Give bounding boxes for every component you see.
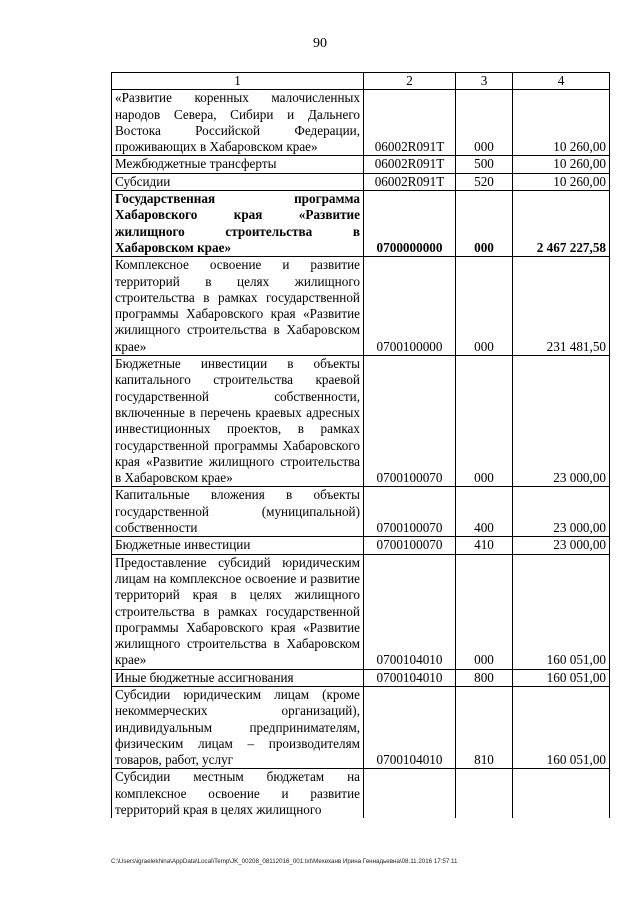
header-col-1: 1 — [112, 73, 364, 90]
row-name: Иные бюджетные ассигнования — [112, 669, 364, 686]
row-code: 0700100070 — [364, 487, 456, 537]
row-name: Бюджетные инвестиции — [112, 537, 364, 554]
row-code: 0700104010 — [364, 554, 456, 669]
row-code: 06002R091T — [364, 90, 456, 156]
header-row — [112, 73, 610, 90]
row-code: 0700104010 — [364, 669, 456, 686]
row-sum: 160 051,00 — [513, 669, 610, 686]
row-group: 000 — [456, 554, 513, 669]
table-row — [112, 686, 610, 768]
row-name: Бюджетные инвестиции в объекты капитального строительства краевой государственной собственности, включенные в перечень краевых адресных инвестиционных проектов, в рамках государственной программы Хабаровского края «Развитие жилищного строительства в Хабаровском крае» — [112, 356, 364, 487]
row-group: 520 — [456, 173, 513, 190]
row-name: Комплексное освоение и развитие территорий в целях жилищного строительства в рамках государственной программы Хабаровского края «Развитие жилищного строительства в Хабаровском крае» — [112, 257, 364, 356]
row-sum: 23 000,00 — [513, 487, 610, 537]
row-sum: 23 000,00 — [513, 537, 610, 554]
header-col-3: 3 — [456, 73, 513, 90]
page-number: 90 — [313, 36, 327, 51]
row-group: 800 — [456, 669, 513, 686]
row-name: Субсидии местным бюджетам на комплексное освоение и развитие территорий края в целях жилищного — [112, 769, 364, 818]
row-group: 410 — [456, 537, 513, 554]
row-name: Межбюджетные трансферты — [112, 156, 364, 173]
table-row — [112, 356, 610, 487]
row-name: Субсидии юридическим лицам (кроме некоммерческих организаций), индивидуальным предпринимателям, физическим лицам – производителям товаров, работ, услуг — [112, 686, 364, 768]
row-sum: 2 467 227,58 — [513, 191, 610, 257]
row-code: 0700100070 — [364, 537, 456, 554]
table-row — [112, 90, 610, 156]
table-row — [112, 554, 610, 669]
table-row — [112, 191, 610, 257]
table-row — [112, 769, 610, 818]
row-code: 0700100000 — [364, 257, 456, 356]
row-name: «Развитие коренных малочисленных народов Севера, Сибири и Дальнего Востока Российской Федерации, проживающих в Хабаровском крае» — [112, 90, 364, 156]
row-sum: 231 481,50 — [513, 257, 610, 356]
row-group — [456, 769, 513, 818]
header-col-4: 4 — [513, 73, 610, 90]
row-group: 400 — [456, 487, 513, 537]
row-group: 000 — [456, 356, 513, 487]
row-sum: 23 000,00 — [513, 356, 610, 487]
header-col-2: 2 — [364, 73, 456, 90]
row-group: 000 — [456, 257, 513, 356]
row-sum — [513, 769, 610, 818]
row-group: 000 — [456, 90, 513, 156]
row-name: Капитальные вложения в объекты государственной (муниципальной) собственности — [112, 487, 364, 537]
table-row — [112, 257, 610, 356]
table-row — [112, 156, 610, 173]
table-row — [112, 173, 610, 190]
row-sum: 10 260,00 — [513, 156, 610, 173]
row-code: 06002R091T — [364, 156, 456, 173]
row-code — [364, 769, 456, 818]
row-sum: 160 051,00 — [513, 554, 610, 669]
row-code: 06002R091T — [364, 173, 456, 190]
row-group: 810 — [456, 686, 513, 768]
row-sum: 10 260,00 — [513, 173, 610, 190]
row-code: 0700100070 — [364, 356, 456, 487]
table-row — [112, 537, 610, 554]
row-code: 0700000000 — [364, 191, 456, 257]
budget-table — [111, 72, 610, 818]
row-sum: 160 051,00 — [513, 686, 610, 768]
row-sum: 10 260,00 — [513, 90, 610, 156]
row-code: 0700104010 — [364, 686, 456, 768]
row-group: 500 — [456, 156, 513, 173]
table-row — [112, 669, 610, 686]
row-name: Субсидии — [112, 173, 364, 190]
row-name: Предоставление субсидий юридическим лицам на комплексное освоение и развитие территорий края в целях жилищного строительства в рамках государственной программы Хабаровского края «Развитие жилищного строительства в Хабаровском крае» — [112, 554, 364, 669]
row-name: Государственная программа Хабаровского края «Развитие жилищного строительства в Хабаровском крае» — [112, 191, 364, 257]
row-group: 000 — [456, 191, 513, 257]
table-row — [112, 487, 610, 537]
file-path-footer: C:\Users\igraelekhina\AppData\Local\Temp\JK_00208_08112016_001.txt\Мехеханв Ирина Геннадьевна\08.11.2016 17:57:11 — [111, 858, 458, 865]
